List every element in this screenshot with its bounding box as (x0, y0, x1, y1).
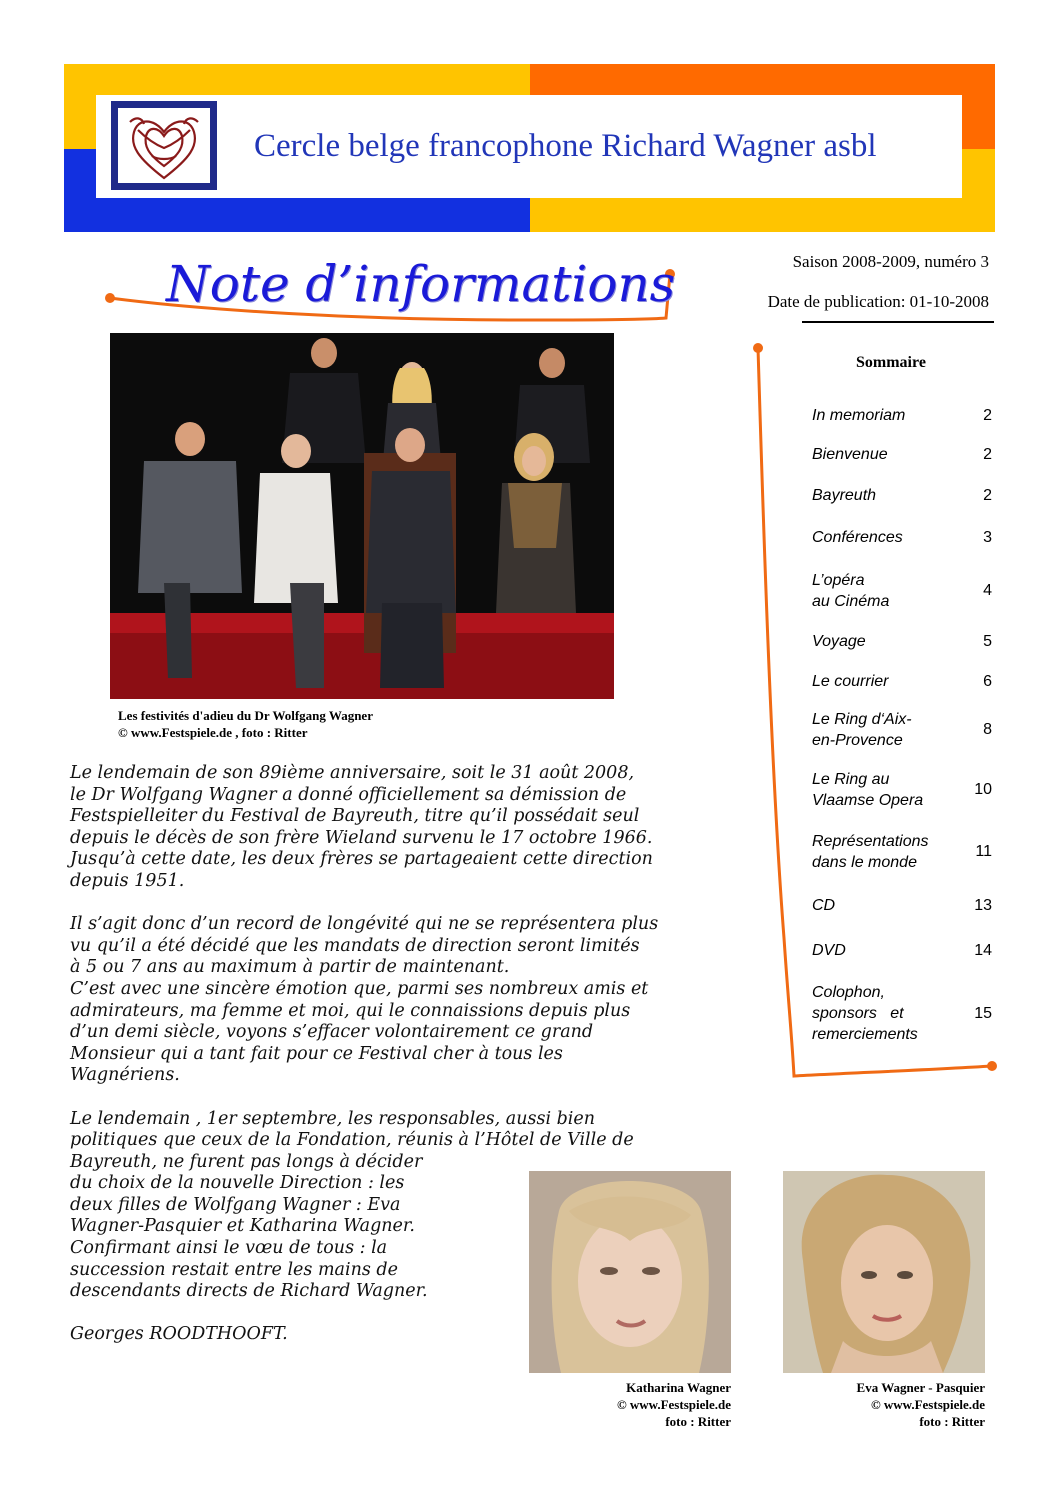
toc-label: DVD (812, 942, 846, 959)
toc-page: 2 (983, 487, 992, 504)
toc-label: Colophon, sponsors et remerciements (812, 984, 918, 1043)
toc-item[interactable] (812, 831, 992, 873)
toc-item[interactable] (812, 769, 992, 811)
toc-item[interactable] (812, 709, 992, 751)
eva-photo (783, 1171, 985, 1373)
katharina-caption (617, 1379, 731, 1430)
caption-line: Katharina Wagner (626, 1380, 731, 1395)
toc-page: 11 (975, 843, 992, 860)
toc-label: Bayreuth (812, 487, 877, 504)
katharina-photo (529, 1171, 731, 1373)
toc-page: 5 (983, 633, 992, 650)
caption-credit: © www.Festspiele.de (870, 1397, 985, 1412)
heart-knot-icon (118, 108, 210, 183)
toc-page: 2 (983, 446, 992, 463)
toc-item[interactable] (812, 527, 992, 548)
toc-label: In memoriam (812, 407, 906, 424)
sommaire-title: Sommaire (856, 354, 926, 371)
org-title: Cercle belge francophone Richard Wagner asbl (254, 128, 877, 164)
toc-page: 3 (983, 529, 992, 546)
toc-item[interactable] (812, 570, 992, 612)
caption-credit: foto : Ritter (919, 1414, 985, 1429)
toc-label: Bienvenue (812, 446, 888, 463)
toc-page: 6 (983, 673, 992, 690)
toc-item[interactable] (812, 895, 992, 916)
toc-item[interactable] (812, 485, 992, 506)
eva-caption (857, 1379, 985, 1430)
toc-page: 8 (983, 721, 992, 738)
article-signature: Georges ROODTHOOFT. (70, 1324, 288, 1345)
toc-label: CD (812, 897, 836, 914)
logo (111, 101, 217, 190)
page-title: Note d’informations (166, 255, 676, 313)
caption-credit: © www.Festspiele.de , foto : Ritter (118, 725, 308, 740)
article-paragraph: Il s’agit donc d’un record de longévité qui ne se représentera plus vu qu’il a été décidé que les mandats de direction seront limités à 5 ou 7 ans au maximum à partir de maintenant. C’est avec une sincère émotion que, parmi ses nombreux amis et admirateurs, ma femme et moi, qui le connaissions depuis plus d’un demi siècle, voyons s’effacer volontairement ce grand Monsieur qui a tant fait pour ce Festival cher à tous les Wagnériens. (70, 914, 659, 1086)
toc-page: 2 (983, 407, 992, 424)
toc-item[interactable] (812, 982, 992, 1045)
main-photo (110, 333, 614, 699)
caption-line: Eva Wagner - Pasquier (856, 1380, 985, 1395)
toc-label: L’opéra au Cinéma (812, 572, 890, 610)
toc-page: 14 (974, 942, 992, 959)
toc-item[interactable] (812, 631, 992, 652)
issue-number: Saison 2008-2009, numéro 3 (792, 252, 989, 271)
toc-item[interactable] (812, 444, 992, 465)
toc-label: Représentations dans le monde (812, 833, 929, 871)
toc-label: Le Ring au Vlaamse Opera (812, 771, 924, 809)
toc-label: Conférences (812, 529, 903, 546)
toc-item[interactable] (812, 940, 992, 961)
toc-page: 15 (974, 1005, 992, 1022)
caption-credit: foto : Ritter (665, 1414, 731, 1429)
article-paragraph: Le lendemain , 1er septembre, les responsables, aussi bien politiques que ceux de la Fondation, réunis à l’Hôtel de Ville de Bayreuth, ne furent pas longs à décider du choix de la nouvelle Direction : les deux filles de Wolfgang Wagner : Eva Wagner-Pasquier et Katharina Wagner. Confirmant ainsi le vœu de tous : la succession restait entre les mains de descendants directs de Richard Wagner. (70, 1108, 634, 1302)
main-photo-caption (118, 707, 373, 741)
toc-label: Le courrier (812, 673, 889, 690)
caption-credit: © www.Festspiele.de (616, 1397, 731, 1412)
toc-page: 4 (983, 582, 992, 599)
publication-date: Date de publication: 01-10-2008 (767, 292, 989, 311)
caption-line: Les festivités d'adieu du Dr Wolfgang Wagner (118, 708, 373, 723)
divider (802, 321, 994, 323)
toc-label: Voyage (812, 633, 866, 650)
toc-page: 10 (974, 781, 992, 798)
toc-item[interactable] (812, 405, 992, 426)
article-paragraph: Le lendemain de son 89ième anniversaire, soit le 31 août 2008, le Dr Wolfgang Wagner a donné officiellement sa démission de Festspielleiter du Festival de Bayreuth, titre qu’il possédait seul depuis le décès de son frère Wieland survenu le 17 octobre 1966. Jusqu’à cette date, les deux frères se partageaient cette direction depuis 1951. (70, 763, 653, 891)
toc-page: 13 (974, 897, 992, 914)
toc-label: Le Ring d‘Aix- en-Provence (812, 711, 912, 749)
toc-item[interactable] (812, 671, 992, 692)
